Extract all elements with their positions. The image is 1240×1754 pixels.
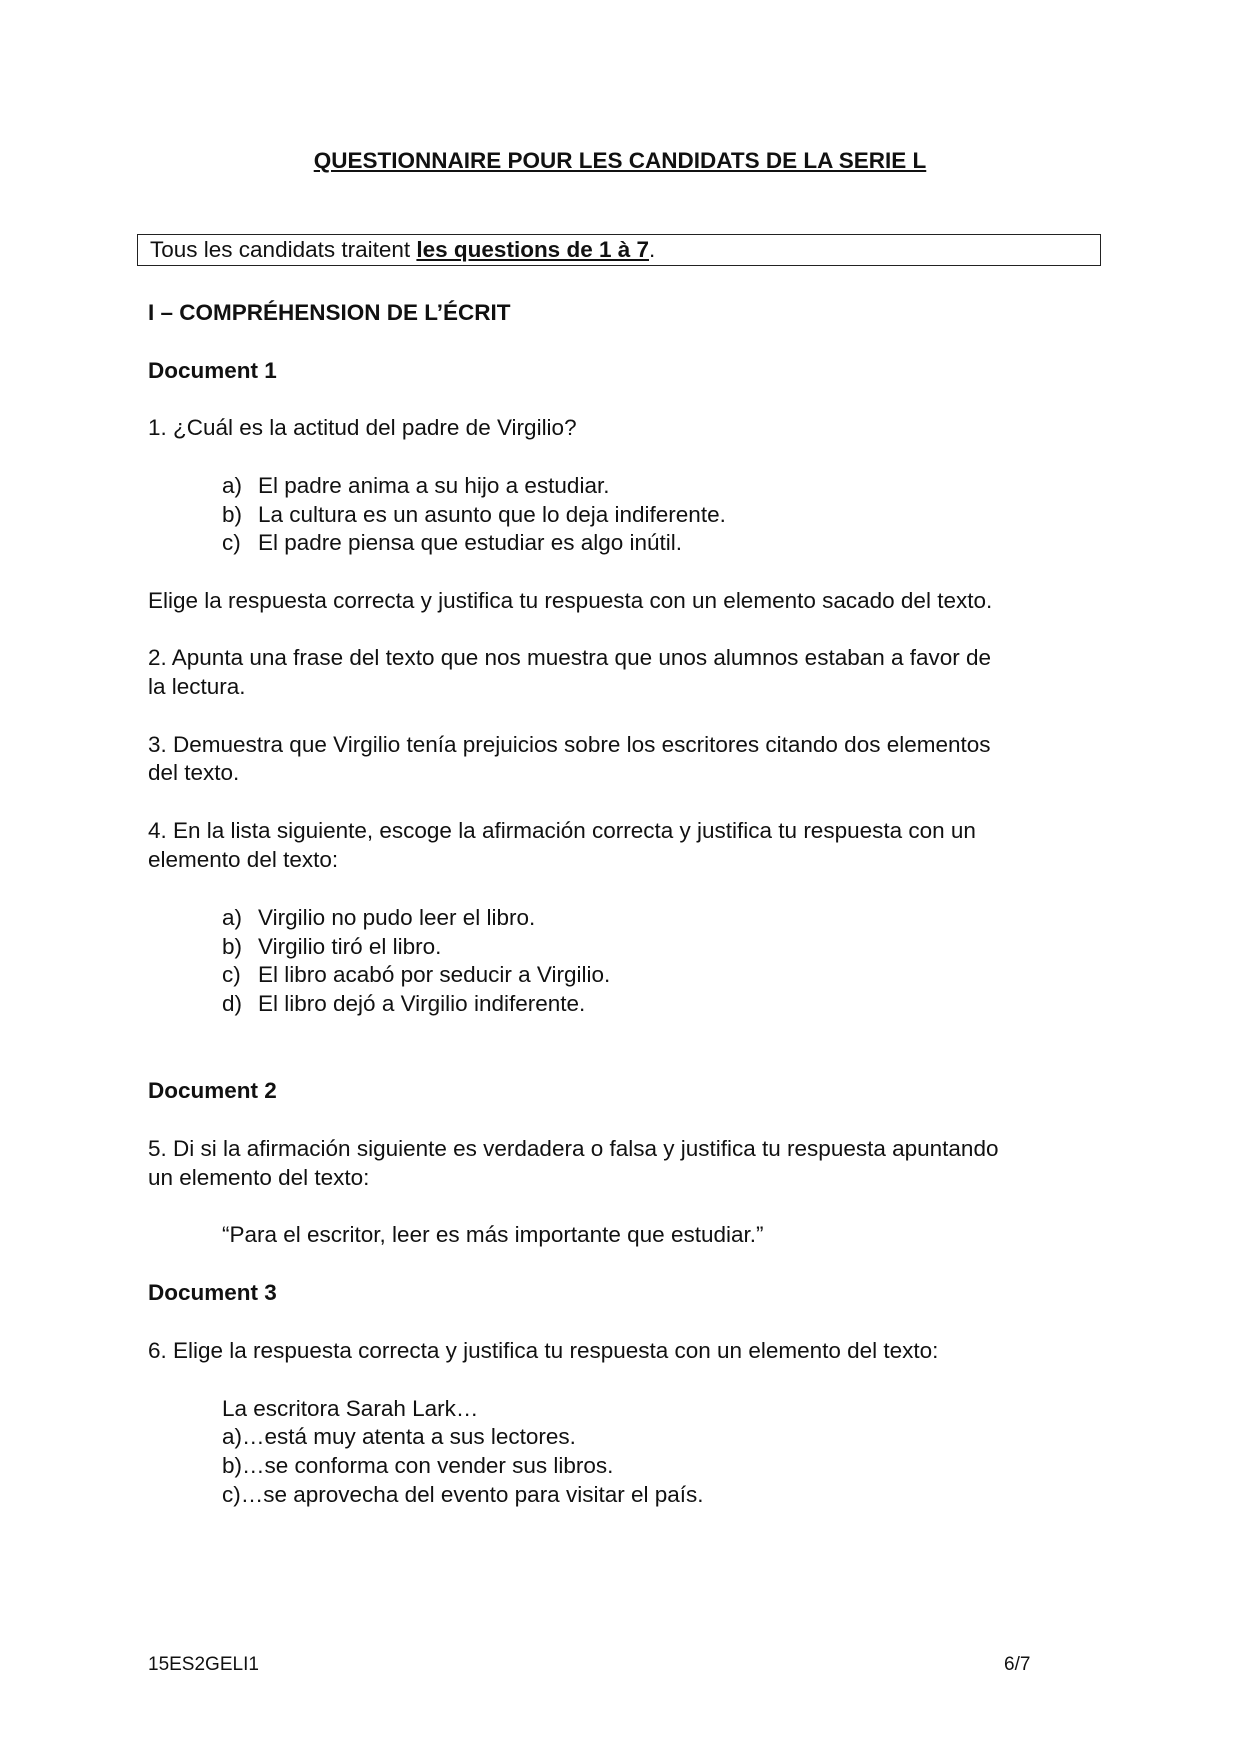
question-2-line: la lectura. (148, 674, 246, 699)
instruction-emphasis: les questions de 1 à 7 (416, 237, 649, 262)
q1-option-text: El padre anima a su hijo a estudiar. (258, 473, 610, 498)
q4-option-text: Virgilio no pudo leer el libro. (258, 905, 536, 930)
q6-option: b)…se conforma con vender sus libros. (222, 1453, 614, 1478)
question-4-line: 4. En la lista siguiente, escoge la afirmación correcta y justifica tu respuesta con un (148, 818, 976, 843)
q1-option-text: El padre piensa que estudiar es algo inútil. (258, 530, 683, 555)
document-1-heading: Document 1 (148, 358, 277, 383)
question-3-line: del texto. (148, 760, 240, 785)
quote: “Para el escritor, leer es más importante que estudiar.” (222, 1222, 764, 1247)
question-2-line: 2. Apunta una frase del texto que nos muestra que unos alumnos estaban a favor de (148, 645, 992, 670)
q4-option-letter: d) (222, 991, 243, 1016)
q6-option: c)…se aprovecha del evento para visitar el país. (222, 1482, 704, 1507)
document-3-heading: Document 3 (148, 1280, 277, 1305)
question-5-line: un elemento del texto: (148, 1165, 370, 1190)
instruction-prefix: Tous les candidats traitent (150, 237, 417, 262)
q4-option-letter: b) (222, 934, 243, 959)
footer-code: 15ES2GELI1 (148, 1654, 259, 1675)
q1-option-letter: a) (222, 473, 243, 498)
q1-option-letter: b) (222, 502, 243, 527)
q4-option-text: El libro dejó a Virgilio indiferente. (258, 991, 586, 1016)
question-4-line: elemento del texto: (148, 847, 339, 872)
q1-instruction: Elige la respuesta correcta y justifica tu respuesta con un elemento sacado del texto. (148, 588, 993, 613)
instruction-suffix: . (649, 237, 656, 262)
q4-option-letter: a) (222, 905, 243, 930)
q4-option-letter: c) (222, 962, 241, 987)
q4-option-text: Virgilio tiró el libro. (258, 934, 442, 959)
question-5-line: 5. Di si la afirmación siguiente es verdadera o falsa y justifica tu respuesta apuntando (148, 1136, 999, 1161)
instruction-box (137, 234, 1101, 266)
q4-option-text: El libro acabó por seducir a Virgilio. (258, 962, 611, 987)
question-6: 6. Elige la respuesta correcta y justifica tu respuesta con un elemento del texto: (148, 1338, 939, 1363)
footer-page-number: 6/7 (1004, 1654, 1031, 1675)
q1-option-text: La cultura es un asunto que lo deja indiferente. (258, 502, 726, 527)
question-3-line: 3. Demuestra que Virgilio tenía prejuicios sobre los escritores citando dos elementos (148, 732, 991, 757)
document-2-heading: Document 2 (148, 1078, 277, 1103)
q6-option: a)…está muy atenta a sus lectores. (222, 1424, 576, 1449)
q1-option-letter: c) (222, 530, 241, 555)
section-heading: I – COMPRÉHENSION DE L’ÉCRIT (148, 300, 511, 325)
page-title: QUESTIONNAIRE POUR LES CANDIDATS DE LA SERIE L (313, 148, 927, 173)
question-1: 1. ¿Cuál es la actitud del padre de Virgilio? (148, 415, 577, 440)
q6-stem: La escritora Sarah Lark… (222, 1396, 479, 1421)
